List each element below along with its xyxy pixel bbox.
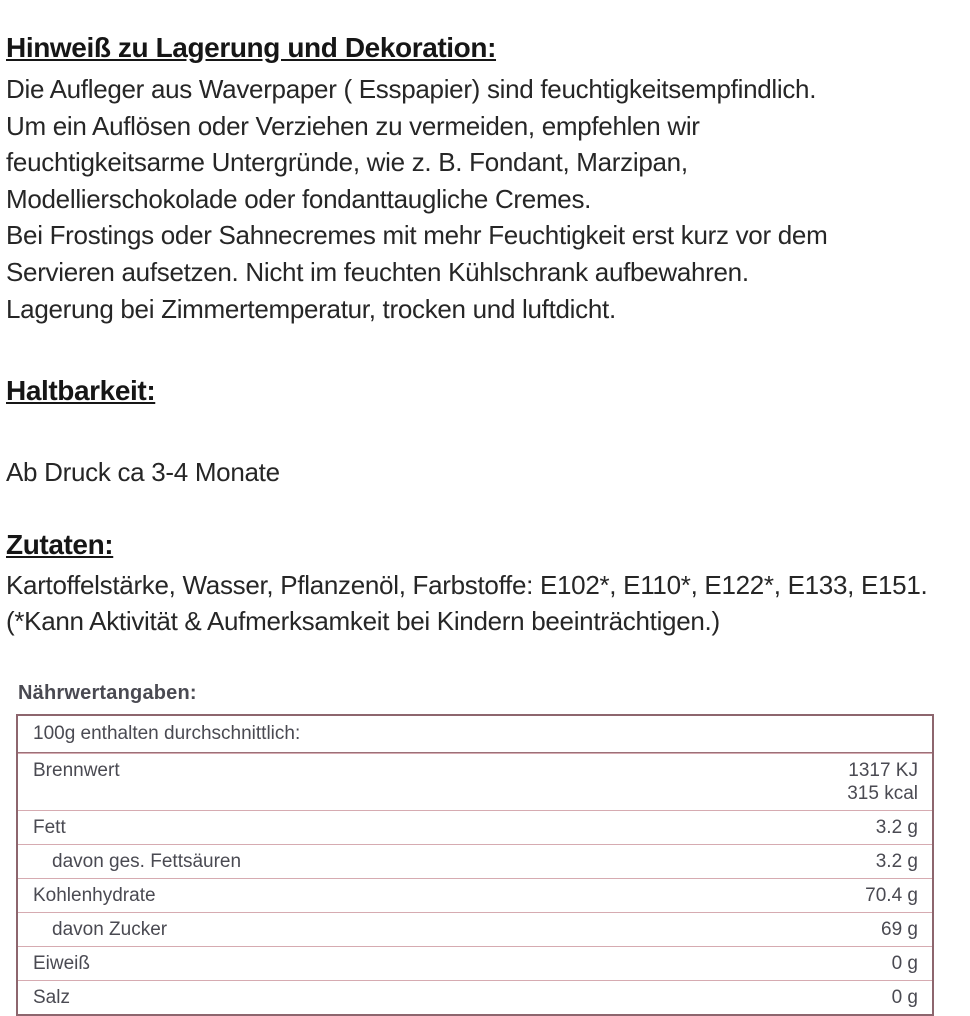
nutrient-name: Eiweiß <box>33 952 91 974</box>
storage-text-line: Servieren aufsetzen. Nicht im feuchten Kühlschrank aufbewahren. <box>6 256 749 287</box>
storage-section-heading: Hinweiß zu Lagerung und Dekoration: <box>6 32 497 63</box>
nutrition-table-row <box>18 980 932 1014</box>
nutrition-table-row <box>18 912 932 946</box>
nutrition-table-header-text: 100g enthalten durchschnittlich: <box>33 722 301 744</box>
storage-text-line: Lagerung bei Zimmertemperatur, trocken und luftdicht. <box>6 293 616 324</box>
nutrient-name: Salz <box>33 986 70 1008</box>
nutrient-name: davon Zucker <box>52 918 168 940</box>
nutrition-table-row <box>18 946 932 980</box>
nutrient-value: 3.2 g <box>875 850 918 872</box>
nutrient-name: davon ges. Fettsäuren <box>52 850 242 872</box>
nutrient-value: 1317 KJ 315 kcal <box>847 759 918 804</box>
nutrition-facts-label: Nährwertangaben: <box>18 681 197 704</box>
storage-text-line: Die Aufleger aus Waverpaper ( Esspapier) sind feuchtigkeitsempfindlich. <box>6 74 817 104</box>
shelf-life-text: Ab Druck ca 3-4 Monate <box>6 457 280 488</box>
nutrient-name: Kohlenhydrate <box>33 884 156 906</box>
ingredients-text-line: (*Kann Aktivität & Aufmerksamkeit bei Kindern beeinträchtigen.) <box>6 606 720 637</box>
nutrient-name: Brennwert <box>33 759 120 781</box>
storage-text-line: Modellierschokolade oder fondanttaugliche Cremes. <box>6 183 592 214</box>
nutrient-value: 70.4 g <box>865 884 918 906</box>
nutrient-value: 0 g <box>891 986 918 1008</box>
ingredients-text-line: Kartoffelstärke, Wasser, Pflanzenöl, Farbstoffe: E102*, E110*, E122*, E133, E151. <box>6 569 928 600</box>
nutrient-value: 3.2 g <box>875 816 918 838</box>
nutrient-value: 0 g <box>891 952 918 974</box>
storage-section-text <box>6 71 962 327</box>
nutrition-table-row <box>18 844 932 878</box>
storage-text-line: feuchtigkeitsarme Untergründe, wie z. B. Fondant, Marzipan, <box>6 147 688 178</box>
nutrition-table-row <box>18 810 932 844</box>
ingredients-heading: Zutaten: <box>6 528 114 560</box>
nutrition-table-row <box>18 878 932 912</box>
shelf-life-heading: Haltbarkeit: <box>6 375 156 407</box>
ingredients-text <box>6 567 962 640</box>
nutrition-table-row <box>18 753 932 810</box>
nutrient-value: 69 g <box>881 918 918 940</box>
nutrition-table-header-row <box>18 716 932 753</box>
storage-text-line: Bei Frostings oder Sahnecremes mit mehr Feuchtigkeit erst kurz vor dem <box>6 220 828 251</box>
nutrient-name: Fett <box>33 816 66 838</box>
storage-text-line: Um ein Auflösen oder Verziehen zu vermeiden, empfehlen wir <box>6 110 700 141</box>
